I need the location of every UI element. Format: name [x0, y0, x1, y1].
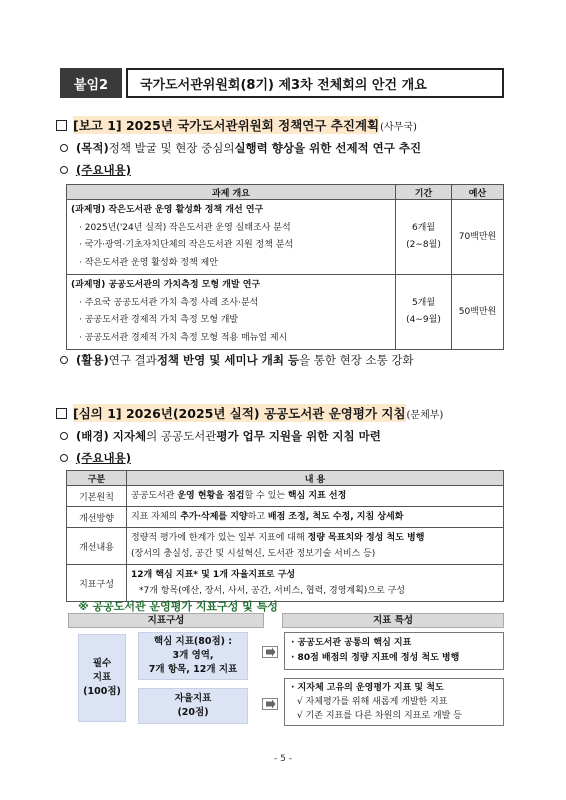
- section1-content-label: (주요내용): [60, 162, 131, 178]
- table-row: (과제명) 공공도서관의 가치측정 모형 개발 연구 · 주요국 공공도서관 가치 측정 사례 조사·분석 · 공공도서관 경제적 가치 측정 모형 개발 · 공공도서관 경제적 가치 측정 모형 적용 매뉴얼 제시 5개월 (4∼9월) 50백만원: [67, 275, 504, 350]
- table-row: 지표구성 12개 핵심 지표* 및 1개 자율지표로 구성 *7개 항목(예산, 장서, 사서, 공간, 서비스, 협력, 경영계획)으로 구성: [67, 565, 504, 602]
- section1-purpose: (목적) 정책 발굴 및 현장 중심의 실행력 향상을 위한 선제적 연구 추진: [60, 140, 421, 156]
- circle-bullet-icon: [60, 356, 68, 364]
- col-header: 구분: [67, 471, 127, 486]
- arrow-right-icon: [262, 646, 278, 658]
- col-header: 예산: [452, 185, 504, 200]
- diagram-note: ※ 공공도서관 운영평가 지표구성 및 특성: [78, 600, 278, 613]
- circle-bullet-icon: [60, 454, 68, 462]
- col-header: 내 용: [127, 471, 504, 486]
- page-header: [60, 68, 504, 98]
- core-index-box: 핵심 지표(80점) : 3개 영역, 7개 항목, 12개 지표: [138, 632, 248, 680]
- page-number: - 5 -: [274, 754, 292, 764]
- checkbox-icon: [56, 408, 67, 419]
- circle-bullet-icon: [60, 432, 68, 440]
- circle-bullet-icon: [60, 144, 68, 152]
- table-row: 개선내용 정량적 평가에 한계가 있는 일부 지표에 대해 정량 목표치와 정성 척도 병행 (장서의 충실성, 공간 및 시설혁신, 도서관 정보기술 서비스 등): [67, 528, 504, 565]
- evaluation-table: [66, 470, 504, 602]
- circle-bullet-icon: [60, 166, 68, 174]
- research-table: [66, 184, 504, 350]
- section1-title: [보고 1] 2025년 국가도서관위원회 정책연구 추진계획 (사무국): [56, 116, 417, 134]
- col-header: 과제 개요: [67, 185, 396, 200]
- section2-title: [심의 1] 2026년(2025년 실적) 공공도서관 운영평가 지침 (문체부): [56, 404, 443, 422]
- section2-content-label: (주요내용): [60, 450, 131, 466]
- page-title: 국가도서관위원회(8기) 제3차 전체회의 안건 개요: [126, 68, 504, 98]
- section2-background: (배경) 지자체 의 공공도서관 평가 업무 지원을 위한 지침 마련: [60, 428, 381, 444]
- table-row: (과제명) 작은도서관 운영 활성화 정책 개선 연구 · 2025년('24년 실적) 작은도서관 운영 실태조사 분석 · 국가·광역·기초자치단체의 작은도서관 지원 정책 분석 · 작은도서관 운영 활성화 정책 제안 6개월 (2∼8월) 70백만원: [67, 200, 504, 275]
- core-index-feature: · 공공도서관 공통의 핵심 지표 · 80점 배점의 정량 지표에 정성 척도 병행: [284, 632, 504, 670]
- col-header: 기간: [396, 185, 452, 200]
- attachment-badge: 붙임2: [60, 68, 122, 98]
- self-index-feature: · 지자체 고유의 운영평가 지표 및 척도 √ 자체평가를 위해 새롭게 개발한 지표 √ 기존 지표를 다른 차원의 지표로 개발 등: [284, 678, 504, 726]
- arrow-right-icon: [262, 698, 278, 710]
- diagram-head-left: 지표구성: [68, 613, 264, 628]
- table-row: 기본원칙 공공도서관 운영 현황을 점검할 수 있는 핵심 지표 선정: [67, 486, 504, 507]
- table-row: 개선방향 지표 자체의 추가·삭제를 지양하고 배점 조정, 척도 수정, 지침 상세화: [67, 507, 504, 528]
- self-index-box: 자율지표 (20점): [138, 688, 248, 724]
- required-index-box: 필수 지표 (100점): [78, 634, 126, 722]
- checkbox-icon: [56, 120, 67, 131]
- section1-use: (활용) 연구 결과 정책 반영 및 세미나 개최 등 을 통한 현장 소통 강화: [60, 352, 414, 368]
- diagram-head-right: 지표 특성: [282, 613, 504, 628]
